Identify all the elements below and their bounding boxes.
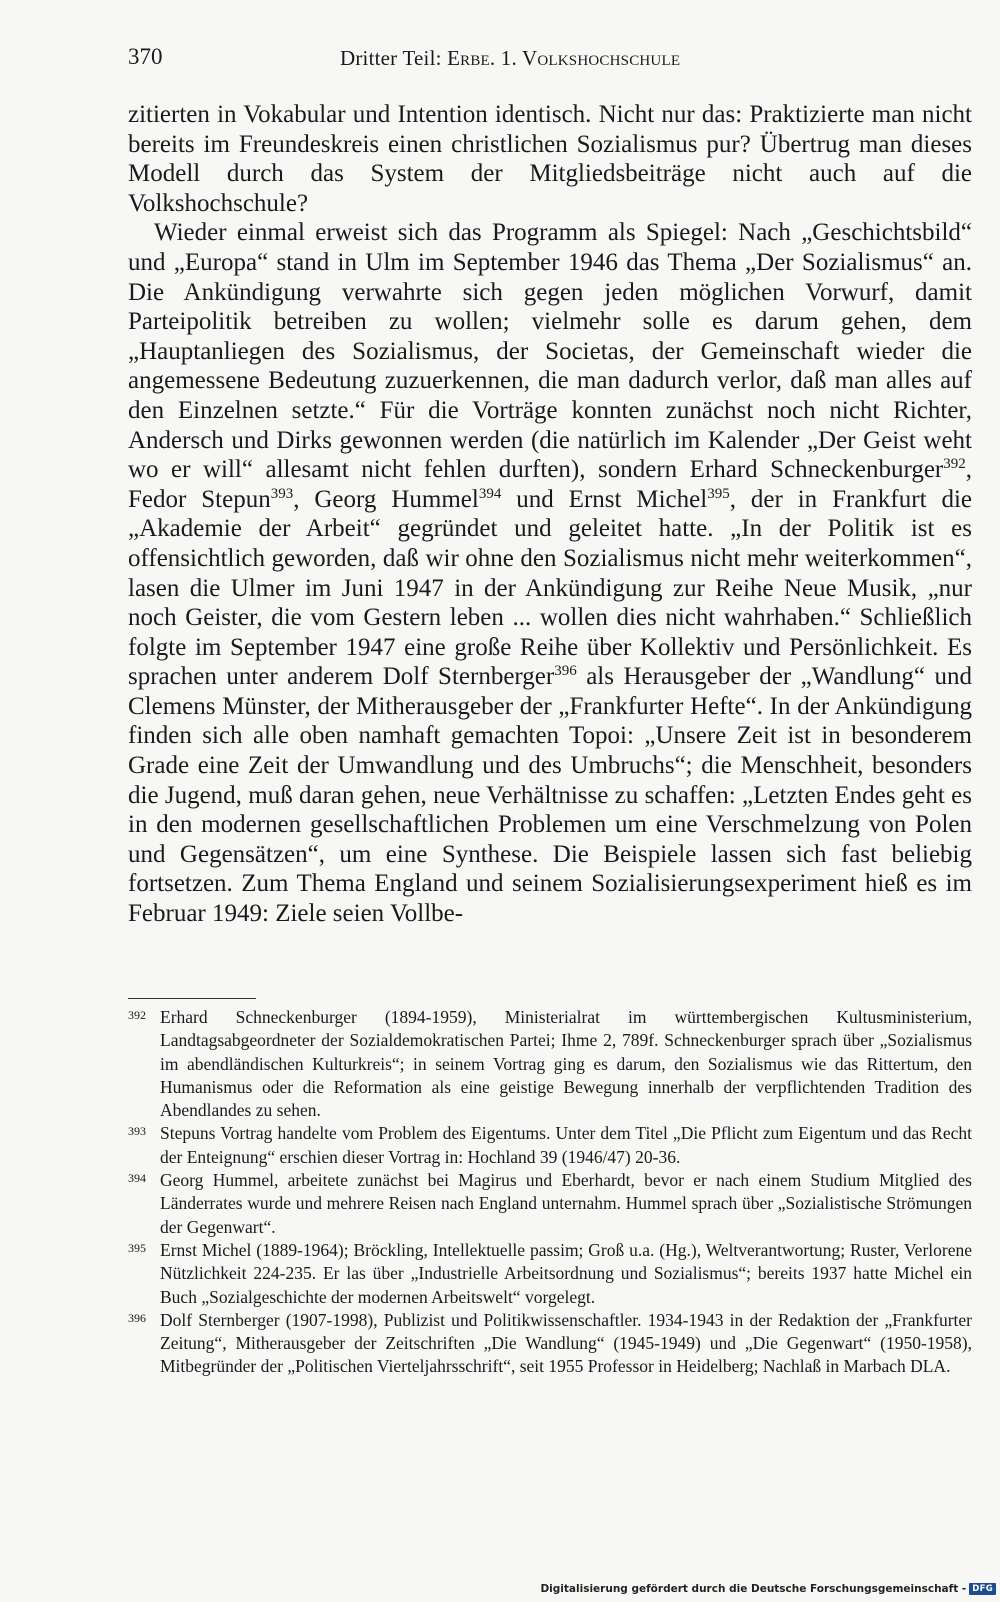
text-run: , der in Frankfurt die „Akademie der Arbeit“ gegründet und geleitet hatte. „In der Politik ist es offensichtlich geworden, daß wir ohne den Sozialismus nicht mehr weiterkommen“, lasen die Ulmer im Juni 1947 in der Ankündigung zur Reihe Neue Musik, „nur noch Geister, die vom Gestern leben ... wollen dies nicht wahrhaben.“ Schließlich folgte im September 1947 eine große Reihe über Kollektiv und Persönlichkeit. Es sprachen unter anderem Dolf Sternberger — [128, 485, 972, 691]
footnotes — [128, 1006, 972, 1379]
footer-text: Digitalisierung gefördert durch die Deutsche Forschungsgemeinschaft - — [540, 1583, 967, 1595]
footnote-number: 393 — [128, 1124, 146, 1139]
running-title-part: Dritter Teil: — [340, 46, 448, 70]
footnote-ref-396[interactable]: 396 — [554, 663, 577, 680]
digitization-footer — [540, 1580, 996, 1598]
footnote-394 — [128, 1169, 972, 1239]
dfg-logo-icon: DFG — [969, 1583, 996, 1595]
running-title-smallcaps: Erbe. 1. Volkshochschule — [447, 46, 681, 70]
footnote-text: Ernst Michel (1889-1964); Bröckling, Intellektuelle passim; Groß u.a. (Hg.), Weltverantwortung; Ruster, Verlorene Nützlichkeit 224-235. Er las über „Industrielle Arbeitsordnung und Sozialismus“; bereits 1937 hatte Michel ein Buch „Sozialgeschichte der modernen Arbeitswelt“ vorgelegt. — [160, 1239, 972, 1307]
page-number: 370 — [128, 44, 163, 69]
text-run: , Fedor Stepun — [128, 456, 972, 513]
footnote-number: 395 — [128, 1240, 146, 1255]
footnote-ref-393[interactable]: 393 — [270, 485, 294, 502]
footnote-ref-394[interactable]: 394 — [478, 485, 502, 502]
footnote-number: 392 — [128, 1008, 146, 1022]
text-run: als Herausgeber der „Wandlung“ und Clemens Münster, der Mitherausgeber der „Frankfurter Hefte“. In der Ankündigung finden sich alle oben namhaft gemachten Topoi: „Unsere Zeit ist in besonderem Grade eine Zeit der Umwandlung und des Umbruchs“; die Menschheit, besonders die Jugend, muß daran gehen, neue Verhältnisse zu schaffen: „Letzten Endes geht es in den modernen gesellschaftlichen Problemen um eine Verschmelzung von Polen und Gegensätzen“, um eine Synthese. Die Beispiele lassen sich fast beliebig fortsetzen. Zum Thema England und seinem Sozialisierungsexperiment hieß es im Februar 1949: Ziele seien Vollbe- — [128, 663, 972, 928]
paragraph-1: zitierten in Vokabular und Intention identisch. Nicht nur das: Praktizierte man nicht bereits im Freundeskreis einen christlichen Sozialismus pur? Übertrug man dieses Modell durch das System der Mitgliedsbeiträge nicht auch auf die Volkshochschule? — [128, 101, 972, 217]
text-run: und Ernst Michel — [501, 485, 708, 513]
footnote-number: 396 — [128, 1310, 146, 1325]
footnote-ref-392[interactable]: 392 — [943, 456, 966, 473]
footnote-395 — [128, 1239, 972, 1309]
text-run: , Georg Hummel — [293, 485, 479, 513]
footnote-text: Dolf Sternberger (1907-1998), Publizist und Politikwissenschaftler. 1934-1943 in der Redaktion der „Frankfurter Zeitung“, Mitherausgeber der Zeitschriften „Die Wandlung“ (1945-1949) und „Die Gegenwart“ (1950-1958), Mitbegründer der „Politischen Vierteljahrsschrift“, seit 1955 Professor in Heidelberg; Nachlaß in Marbach DLA. — [160, 1309, 972, 1377]
footnote-text: Georg Hummel, arbeitete zunächst bei Magirus und Eberhardt, bevor er nach einem Studium Mitglied des Länderrates wurde und mehrere Reisen nach England unternahm. Hummel sprach über „Sozialistische Strömungen der Gegenwart“. — [160, 1170, 972, 1237]
page-header — [128, 40, 970, 80]
footnote-392 — [128, 1006, 972, 1122]
footnote-divider — [128, 998, 256, 999]
footnote-text: Stepuns Vortrag handelte vom Problem des Eigentums. Unter dem Titel „Die Pflicht zum Eigentum und das Recht der Enteignung“ erschien dieser Vortrag in: Hochland 39 (1946/47) 20-36. — [160, 1123, 972, 1167]
running-title — [340, 46, 680, 71]
footnote-396 — [128, 1309, 972, 1379]
footnote-393 — [128, 1122, 972, 1169]
main-text — [128, 100, 972, 929]
footnote-number: 394 — [128, 1171, 146, 1186]
footnote-text: Erhard Schneckenburger (1894-1959), Ministerialrat im württembergischen Kultusministerium, Landtagsabgeordneter der Sozialdemokratischen Partei; Ihme 2, 789f. Schneckenburger sprach über „Sozialismus im abendländischen Kulturkreis“; in seinem Vortrag ging es darum, den Sozialismus wie das Rittertum, den Humanismus oder die Reformation als eine geistige Bewegung innerhalb der verpflichtenden Tradition des Abendlandes zu sehen. — [160, 1007, 972, 1121]
paragraph-2 — [128, 218, 972, 928]
text-run: Wieder einmal erweist sich das Programm als Spiegel: Nach „Geschichtsbild“ und „Europa“ stand in Ulm im September 1946 das Thema „Der Sozialismus“ an. Die Ankündigung verwahrte sich gegen jeden möglichen Vorwurf, damit Parteipolitik betreiben zu wollen; vielmehr solle es darum gehen, dem „Hauptanliegen des Sozialismus, der Societas, der Gemeinschaft wieder die angemessene Bedeutung zuzuerkennen, die man dadurch verlor, daß man alles auf den Einzelnen setzte.“ Für die Vorträge konnten zunächst noch nicht Richter, Andersch und Dirks gewonnen werden (die natürlich im Kalender „Der Geist weht wo er will“ allesamt nicht fehlen durften), sondern Erhard Schneckenburger — [128, 219, 972, 484]
footnote-ref-395[interactable]: 395 — [707, 485, 730, 502]
